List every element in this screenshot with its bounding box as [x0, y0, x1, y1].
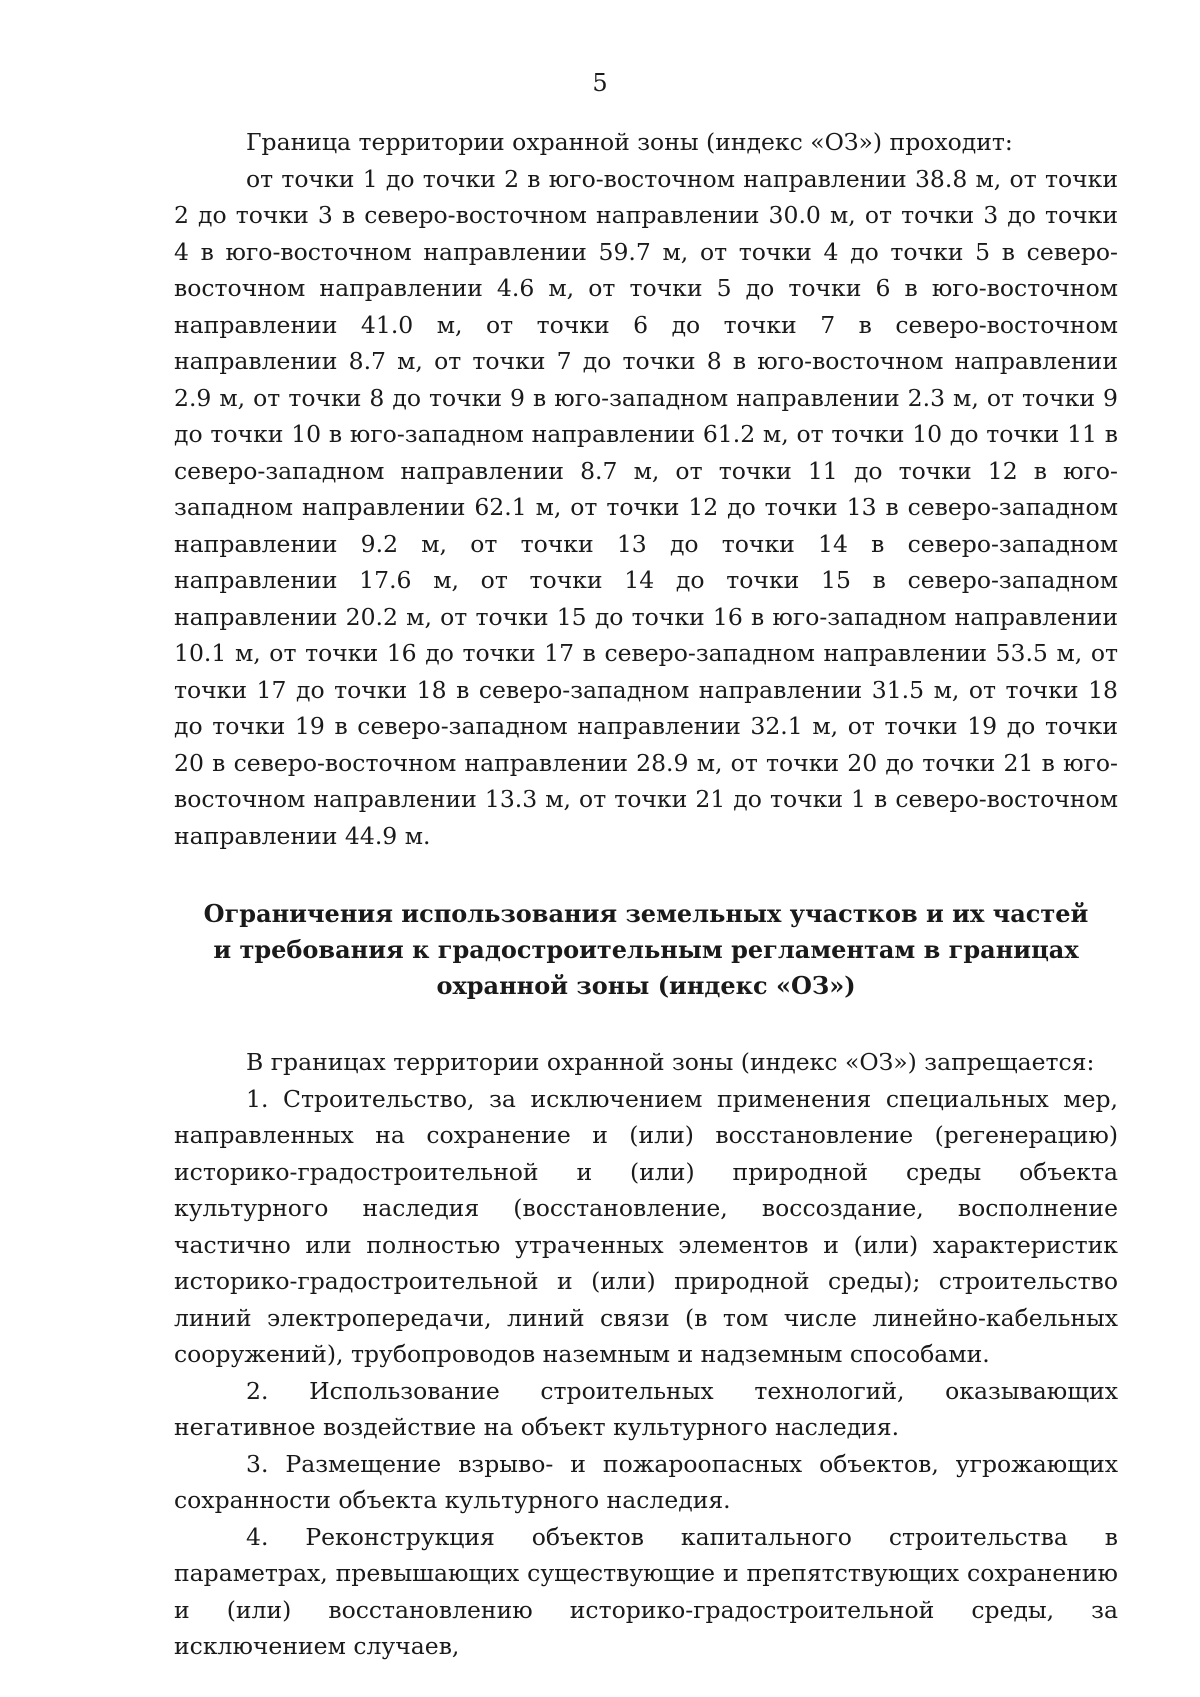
document-body [174, 124, 1118, 1665]
section-heading-line-3: охранной зоны (индекс «ОЗ») [436, 971, 856, 1000]
prohibition-item-4: 4. Реконструкция объектов капитального строительства в параметрах, превышающих существующие и препятствующих сохранению и (или) восстановлению историко-градостроительной среды, за исключением случаев, [174, 1522, 1118, 1660]
boundary-description-paragraph: от точки 1 до точки 2 в юго-восточном направлении 38.8 м, от точки 2 до точки 3 в северо-восточном направлении 30.0 м, от точки 3 до точки 4 в юго-восточном направлении 59.7 м, от точки 4 до точки 5 в северо-восточном направлении 4.6 м, от точки 5 до точки 6 в юго-восточном направлении 41.0 м, от точки 6 до точки 7 в северо-восточном направлении 8.7 м, от точки 7 до точки 8 в юго-восточном направлении 2.9 м, от точки 8 до точки 9 в юго-западном направлении 2.3 м, от точки 9 до точки 10 в юго-западном направлении 61.2 м, от точки 10 до точки 11 в северо-западном направлении 8.7 м, от точки 11 до точки 12 в юго-западном направлении 62.1 м, от точки 12 до точки 13 в северо-западном направлении 9.2 м, от точки 13 до точки 14 в северо-западном направлении 17.6 м, от точки 14 до точки 15 в северо-западном направлении 20.2 м, от точки 15 до точки 16 в юго-западном направлении 10.1 м, от точки 16 до точки 17 в северо-западном направлении 53.5 м, от точки 17 до точки 18 в северо-западном направлении 31.5 м, от точки 18 до точки 19 в северо-западном направлении 32.1 м, от точки 19 до точки 20 в северо-восточном направлении 28.9 м, от точки 20 до точки 21 в юго-восточном направлении 13.3 м, от точки 21 до точки 1 в северо-восточном направлении 44.9 м. [174, 164, 1118, 850]
prohibition-item-2: 2. Использование строительных технологий, оказывающих негативное воздействие на объект культурного наследия. [174, 1376, 1118, 1441]
boundary-intro-paragraph: Граница территории охранной зоны (индекс «ОЗ») проходит: [246, 128, 1013, 156]
page-number: 5 [592, 69, 608, 97]
prohibition-item-3: 3. Размещение взрыво- и пожароопасных объектов, угрожающих сохранности объекта культурного наследия. [174, 1449, 1118, 1514]
section-heading [174, 896, 1118, 1004]
prohibition-item-1: 1. Строительство, за исключением применения специальных мер, направленных на сохранение и (или) восстановление (регенерацию) историко-градостроительной и (или) природной среды объекта культурного наследия (восстановление, воссоздание, восполнение частично или полностью утраченных элементов и (или) характеристик историко-градостроительной и (или) природной среды); строительство линий электропередачи, линий связи (в том числе линейно-кабельных сооружений), трубопроводов наземным и надземным способами. [174, 1084, 1118, 1368]
section-heading-line-2: и требования к градостроительным регламентам в границах [213, 935, 1079, 964]
section-heading-line-1: Ограничения использования земельных участков и их частей [203, 899, 1089, 928]
prohibitions-intro-paragraph: В границах территории охранной зоны (индекс «ОЗ») запрещается: [246, 1048, 1095, 1076]
